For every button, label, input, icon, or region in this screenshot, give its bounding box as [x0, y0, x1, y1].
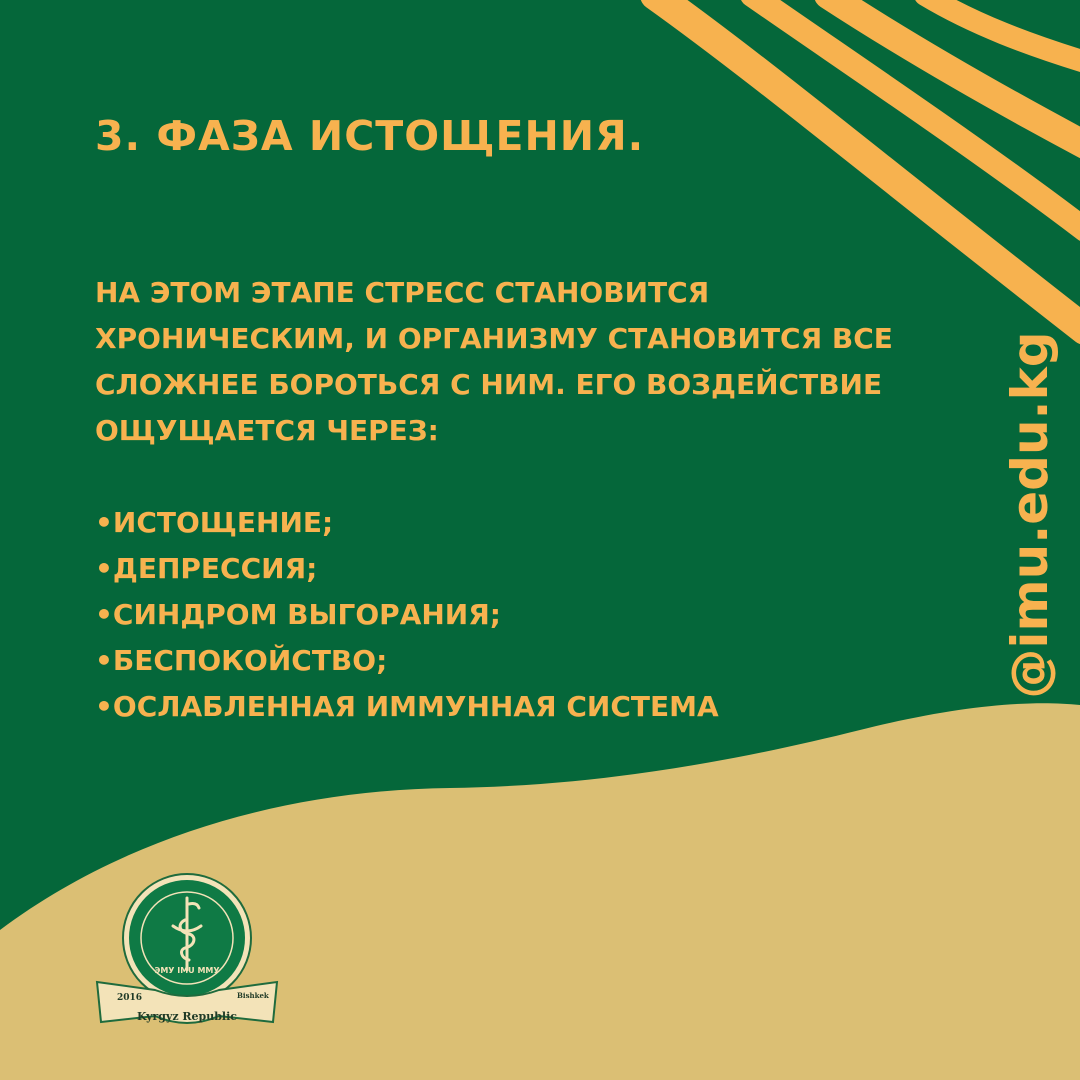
description-line: СЛОЖНЕЕ БОРОТЬСЯ С НИМ. ЕГО ВОЗДЕЙСТВИЕ — [95, 368, 883, 401]
list-item: •ДЕПРЕССИЯ; — [95, 552, 318, 585]
logo-inner-text: ЭМУ IMU МMУ — [154, 966, 220, 975]
list-item: •СИНДРОМ ВЫГОРАНИЯ; — [95, 598, 501, 631]
social-handle[interactable]: @imu.edu.kg — [1001, 331, 1059, 699]
university-logo — [95, 870, 285, 1040]
effects-list — [95, 500, 719, 730]
logo-year: 2016 — [117, 993, 143, 1003]
logo-country: Kyrgyz Republic — [137, 1010, 237, 1023]
logo-city: Bishkek — [237, 991, 269, 1000]
list-item: •ОСЛАБЛЕННАЯ ИММУННАЯ СИСТЕМА — [95, 690, 719, 723]
description-line: НА ЭТОМ ЭТАПЕ СТРЕСС СТАНОВИТСЯ — [95, 276, 710, 309]
description-line: ОЩУЩАЕТСЯ ЧЕРЕЗ: — [95, 414, 439, 447]
description — [95, 270, 975, 454]
list-item: •ИСТОЩЕНИЕ; — [95, 506, 334, 539]
description-line: ХРОНИЧЕСКИМ, И ОРГАНИЗМУ СТАНОВИТСЯ ВСЕ — [95, 322, 893, 355]
list-item: •БЕСПОКОЙСТВО; — [95, 644, 388, 677]
page-title: 3. ФАЗА ИСТОЩЕНИЯ. — [95, 112, 645, 160]
